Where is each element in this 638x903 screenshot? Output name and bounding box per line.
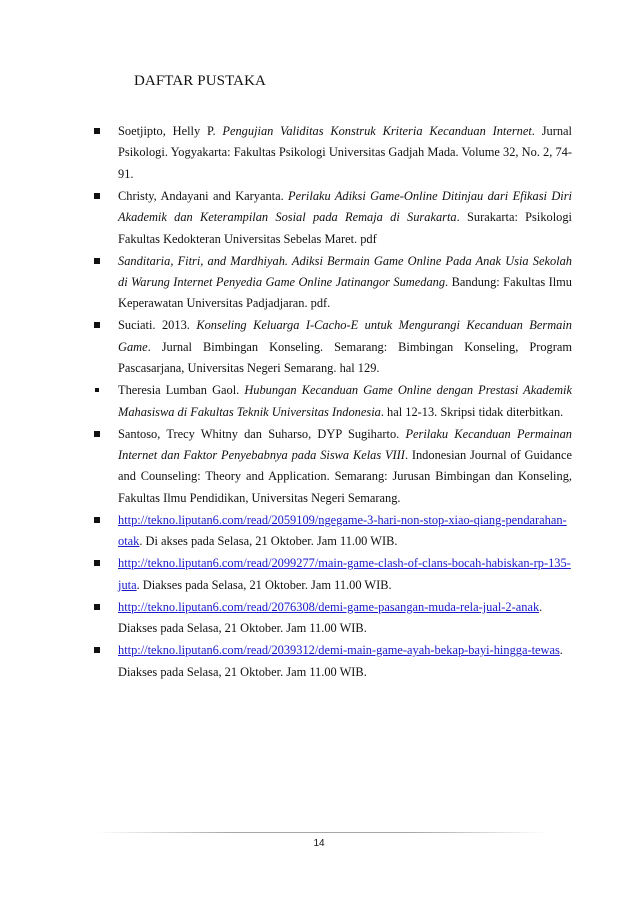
reference-title: Sanditaria, Fitri, and Mardhiyah. Adiksi Bermain Game Online Pada Anak Usia Sekolah di Warung Internet Penyedia Game Online Jatinangor Sumedang [118, 253, 572, 290]
reference-authors: Santoso, Trecy Whitny dan Suharso, DYP Sugiharto. [118, 426, 406, 441]
reference-details: . Diakses pada Selasa, 21 Oktober. Jam 11.00 WIB. [118, 643, 563, 679]
reference-details: . Di akses pada Selasa, 21 Oktober. Jam 11.00 WIB. [139, 534, 398, 549]
reference-details: . Surakarta: Psikologi Fakultas Kedokteran Universitas Sebelas Maret. pdf [118, 210, 572, 246]
reference-authors: Christy, Andayani and Karyanta. [118, 188, 289, 203]
reference-item [92, 424, 572, 510]
reference-item [92, 186, 572, 250]
reference-details: . Jurnal Psikologi. Yogyakarta: Fakultas Psikologi Universitas Gadjah Mada. Volume 32, No. 2, 74-91. [118, 124, 572, 181]
reference-details: . Bandung: Fakultas Ilmu Keperawatan Universitas Padjadjaran. pdf. [118, 275, 572, 311]
square-bullet-icon [94, 604, 100, 610]
reference-item [92, 380, 572, 423]
reference-item [92, 597, 572, 640]
reference-details: . hal 12-13. Skripsi tidak diterbitkan. [380, 404, 564, 419]
reference-link[interactable]: http://tekno.liputan6.com/read/2059109/ngegame-3-hari-non-stop-xiao-qiang-pendarahan-otak [118, 512, 567, 549]
reference-title: Hubungan Kecanduan Game Online dengan Prestasi Akademik Mahasiswa di Fakultas Teknik Universitas Indonesia [118, 383, 572, 419]
reference-details: . Diakses pada Selasa, 21 Oktober. Jam 11.00 WIB. [118, 599, 543, 636]
square-bullet-icon [94, 258, 100, 264]
reference-item [92, 510, 572, 553]
square-bullet-icon [94, 560, 100, 566]
reference-item [92, 553, 572, 596]
reference-title: Pengujian Validitas Konstruk Kriteria Kecanduan Internet [222, 124, 532, 138]
reference-item [92, 640, 572, 683]
square-bullet-icon [94, 193, 100, 199]
page-title: DAFTAR PUSTAKA [134, 73, 266, 89]
reference-item [92, 315, 572, 379]
square-bullet-icon [94, 431, 100, 437]
page-number: 14 [313, 838, 325, 849]
reference-details: . Jurnal Bimbingan Konseling. Semarang: Bimbingan Konseling, Program Pascasarjana, Universitas Negeri Semarang. hal 129. [118, 339, 572, 376]
reference-details: . Indonesian Journal of Guidance and Counseling: Theory and Application. Semarang: Jurusan Bimbingan dan Konseling, Fakultas Ilmu Pendidikan, Universitas Negeri Semarang. [118, 448, 572, 505]
reference-title: Perilaku Adiksi Game-Online Ditinjau dari Efikasi Diri Akademik dan Keterampilan Sosial pada Remaja di Surakarta [118, 188, 572, 225]
footer-divider [96, 832, 548, 833]
reference-details: . Diakses pada Selasa, 21 Oktober. Jam 11.00 WIB. [136, 577, 392, 592]
reference-list [92, 121, 572, 684]
reference-title: Perilaku Kecanduan Permainan Internet dan Faktor Penyebabnya pada Siswa Kelas VIII [118, 426, 573, 463]
reference-link[interactable]: http://tekno.liputan6.com/read/2099277/main-game-clash-of-clans-bocah-habiskan-rp-135-juta [118, 556, 571, 592]
reference-link[interactable]: http://tekno.liputan6.com/read/2076308/demi-game-pasangan-muda-rela-jual-2-anak [118, 599, 540, 614]
square-bullet-icon [95, 388, 99, 392]
reference-authors: Suciati. 2013. [118, 318, 197, 333]
reference-link[interactable]: http://tekno.liputan6.com/read/2039312/demi-main-game-ayah-bekap-bayi-hingga-tewas [118, 643, 560, 658]
reference-authors: Soetjipto, Helly P. [118, 124, 223, 138]
square-bullet-icon [94, 517, 100, 523]
square-bullet-icon [94, 322, 100, 328]
reference-item [92, 121, 572, 185]
square-bullet-icon [94, 647, 100, 653]
reference-authors: Theresia Lumban Gaol. [118, 383, 245, 398]
reference-item [92, 251, 572, 315]
square-bullet-icon [94, 128, 100, 134]
reference-title: Konseling Keluarga I-Cacho-E untuk Mengurangi Kecanduan Bermain Game [118, 318, 572, 354]
